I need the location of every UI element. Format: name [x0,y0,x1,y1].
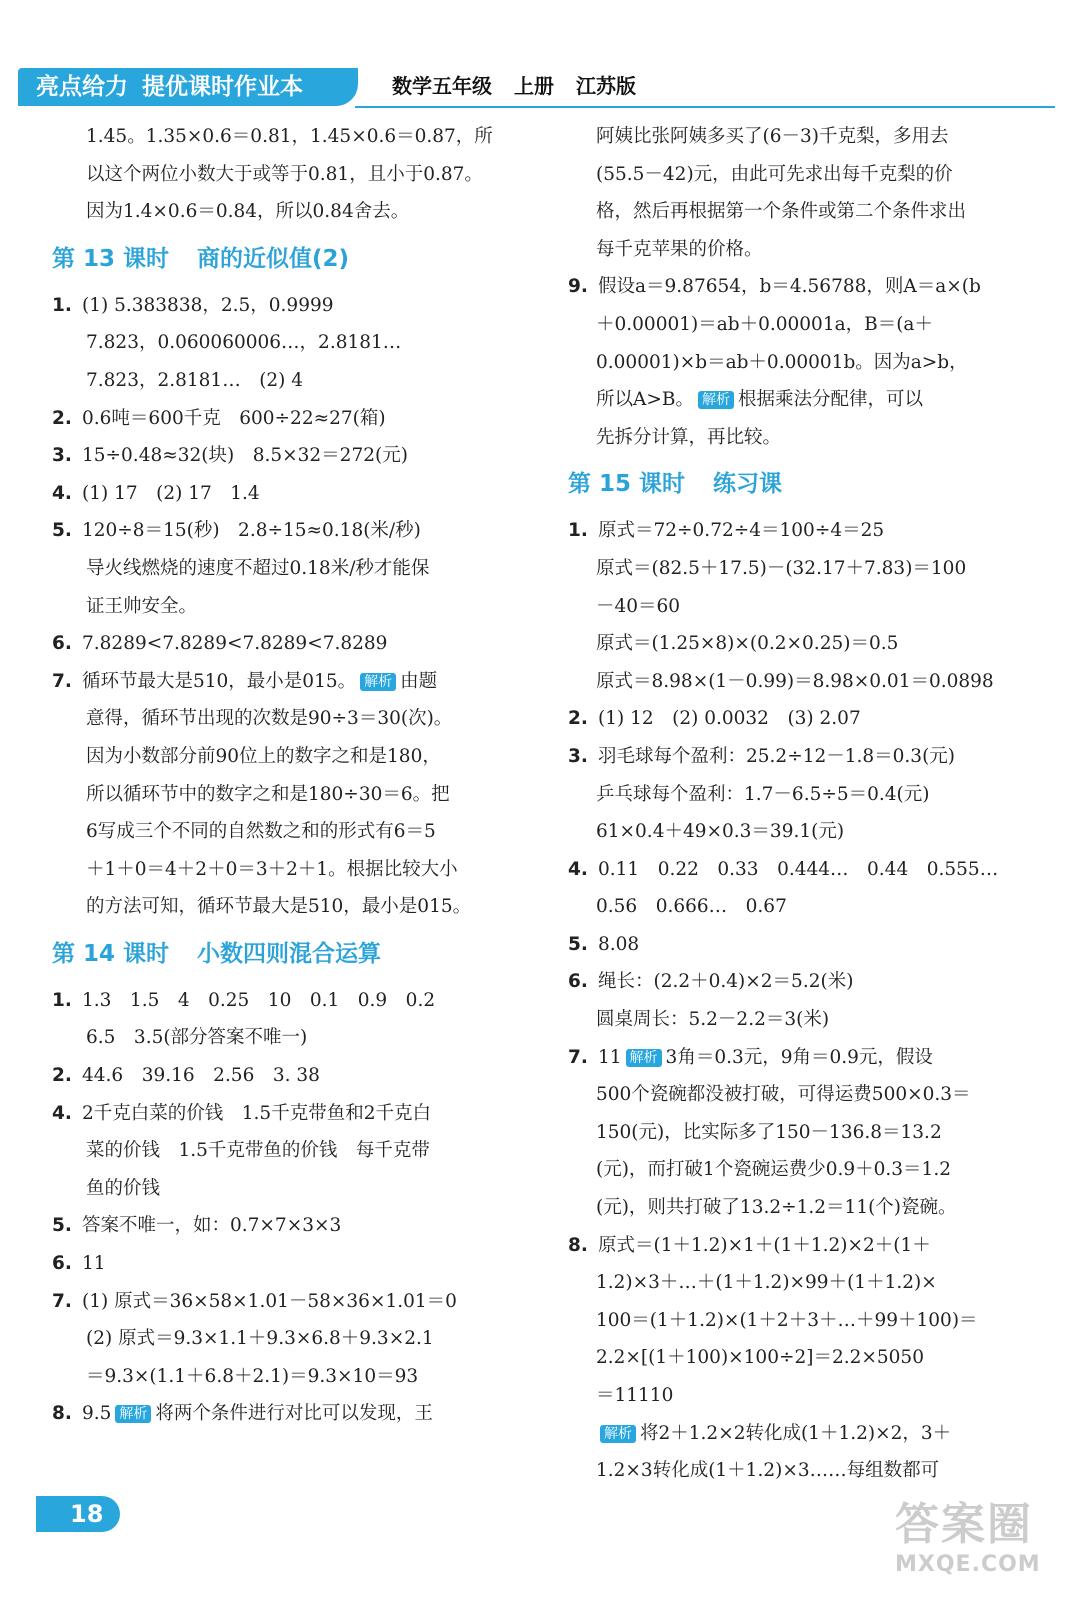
answer-text: 菜的价钱 1.5千克带鱼的价钱 每千克带 [86,1140,430,1162]
answer-line [568,344,1058,382]
lesson-title: 练习课 [713,471,783,498]
page-header [0,68,1090,110]
answer-line [568,156,1058,194]
answer-text: 61×0.4＋49×0.3＝39.1(元) [596,821,845,843]
analysis-tag: 解析 [115,1405,151,1423]
answer-line [52,156,552,194]
answer-text: 原式＝(1.25×8)×(0.2×0.25)＝0.5 [596,633,899,655]
answer-item [52,1283,552,1321]
answer-line [52,1019,552,1057]
answer-line [568,888,1058,926]
answer-text: 7.823，0.060060006…，2.8181… [86,332,402,354]
item-number: 3. [568,745,588,767]
header-rule [355,106,1055,108]
answer-line [568,1415,1058,1453]
answer-line [52,1170,552,1208]
answer-text: 的方法可知，循环节最大是510，最小是015。 [86,896,472,918]
answer-text: 羽毛球每个盈利：25.2÷12－1.8＝0.3(元) [598,745,956,767]
brand-banner [18,68,358,106]
item-number: 5. [52,520,72,542]
answer-text: 1.2)×3＋…＋(1＋1.2)×99＋(1＋1.2)× [596,1272,937,1294]
item-number: 9. [568,276,588,298]
answer-item [52,1245,552,1283]
answer-line [568,381,1058,419]
analysis-text: 将两个条件进行对比可以发现，王 [155,1403,433,1425]
watermark-logo [895,1488,1065,1596]
answer-text: (55.5－42)元，由此可先求出每千克梨的价 [596,163,953,185]
answer-text: 0.00001)×b＝ab＋0.00001b。因为a>b， [596,351,968,373]
answer-text: 6写成三个不同的自然数之和的形式有6＝5 [86,821,436,843]
answer-line [568,306,1058,344]
answer-line [52,324,552,362]
answer-text: ＝11110 [596,1385,674,1406]
answer-text: 1.2×3转化成(1＋1.2)×3……每组数都可 [596,1460,940,1482]
answer-text: 所以A>B。 [596,389,694,411]
answer-line [568,625,1058,663]
answer-item [52,625,552,663]
answer-item [568,700,1058,738]
section-heading [52,231,552,287]
answer-text: 44.6 39.16 2.56 3. 38 [82,1065,320,1087]
analysis-text: 由题 [400,670,438,692]
answer-text: 循环节最大是510，最小是015。 [82,670,357,692]
watermark-bottom: MXQE.COM [895,1552,1041,1577]
answer-text: 意得，循环节出现的次数是90÷3＝30(次)。 [86,708,453,730]
lesson-title: 小数四则混合运算 [197,940,382,967]
answer-line [568,231,1058,269]
answer-text: 导火线燃烧的速度不超过0.18米/秒才能保 [86,557,430,579]
lesson-number: 第 14 课时 [52,940,170,967]
answer-text: (元)，则共打破了13.2÷1.2＝11(个)瓷碗。 [596,1197,957,1219]
answer-item [52,1207,552,1245]
answer-text: 100＝(1＋1.2)×(1＋2＋3＋…＋99＋100)＝ [596,1309,978,1331]
answer-line [568,1001,1058,1039]
answer-line [568,1452,1058,1490]
answer-text: 2千克白菜的价钱 1.5千克带鱼和2千克白 [82,1102,431,1124]
answer-line [568,419,1058,457]
answer-text: 8.08 [598,933,640,955]
answer-text: (1) 原式＝36×58×1.01－58×36×1.01＝0 [82,1290,457,1312]
answer-item [568,1039,1058,1077]
series-name: 提优课时作业本 [142,74,303,100]
subject: 数学五年级 [392,74,492,98]
answer-item [568,738,1058,776]
answer-text: 证王帅安全。 [86,595,198,617]
lesson-number: 第 13 课时 [52,245,170,272]
answer-line [568,1339,1058,1377]
edition: 江苏版 [576,74,636,98]
answer-item [52,982,552,1020]
item-number: 2. [52,1065,72,1087]
item-number: 2. [52,407,72,429]
item-number: 6. [52,633,72,655]
answer-text: 150(元)，比实际多了150－136.8＝13.2 [596,1121,942,1143]
answer-text: (2) 原式＝9.3×1.1＋9.3×6.8＋9.3×2.1 [86,1328,434,1350]
answer-line [568,663,1058,701]
answer-item [568,1227,1058,1265]
answer-text: 7.8289<7.8289<7.8289<7.8289 [82,633,388,655]
item-number: 2. [568,708,588,730]
answer-line [52,1358,552,1396]
answer-text: 所以循环节中的数字之和是180÷30＝6。把 [86,783,450,805]
answer-text: －40＝60 [596,595,681,617]
item-number: 4. [568,858,588,880]
item-number: 8. [52,1403,72,1425]
answer-text: 因为小数部分前90位上的数字之和是180， [86,745,441,767]
item-number: 3. [52,445,72,467]
answer-item [52,1395,552,1433]
answer-text: 原式＝(1＋1.2)×1＋(1＋1.2)×2＋(1＋ [598,1234,931,1256]
analysis-tag: 解析 [600,1425,636,1443]
answer-text: (1) 17 (2) 17 1.4 [82,482,260,504]
brand-name: 亮点给力 [36,74,128,100]
item-number: 1. [52,294,72,316]
answer-item [568,926,1058,964]
answer-text: ＋1＋0＝4＋2＋0＝3＋2＋1。根据比较大小 [86,858,458,880]
answer-line [568,1264,1058,1302]
item-number: 6. [568,971,588,993]
answer-text: 15÷0.48≈32(块) 8.5×32＝272(元) [82,445,408,467]
analysis-text: 将2＋1.2×2转化成(1＋1.2)×2，3＋ [640,1422,952,1444]
answer-text: 以这个两位小数大于或等于0.81，且小于0.87。 [86,163,483,185]
answer-text: 假设a＝9.87654，b＝4.56788，则A＝a×(b [598,276,981,298]
answer-text: 2.2×[(1＋100)×100÷2]＝2.2×5050 [596,1347,924,1369]
item-number: 7. [52,1290,72,1312]
answer-line [52,738,552,776]
answer-text: 1.3 1.5 4 0.25 10 0.1 0.9 0.2 [82,989,436,1011]
answer-text: 11 [82,1253,106,1275]
answer-line [52,193,552,231]
answer-item [568,512,1058,550]
answer-item [568,268,1058,306]
answer-text: 1.45。1.35×0.6＝0.81，1.45×0.6＝0.87，所 [86,126,493,147]
analysis-tag: 解析 [360,673,396,691]
section-heading [568,456,1058,512]
answer-text: 答案不唯一，如：0.7×7×3×3 [82,1215,342,1237]
item-number: 1. [52,989,72,1011]
answer-text: 先拆分计算，再比较。 [596,426,782,448]
answer-text: 绳长：(2.2＋0.4)×2＝5.2(米) [598,971,854,993]
answer-text: 7.823，2.8181… (2) 4 [86,369,304,391]
answer-line [52,118,552,156]
item-number: 7. [568,1046,588,1068]
answer-line [52,362,552,400]
analysis-text: 3角＝0.3元，9角＝0.9元，假设 [665,1046,933,1068]
answer-item [52,1057,552,1095]
item-number: 8. [568,1234,588,1256]
lesson-number: 第 15 课时 [568,471,686,498]
item-number: 4. [52,482,72,504]
item-number: 5. [52,1215,72,1237]
answer-text: 格，然后再根据第一个条件或第二个条件求出 [596,201,967,223]
answer-item [52,400,552,438]
answer-text: 11 [598,1046,622,1068]
answer-item [52,475,552,513]
answer-item [52,287,552,325]
answer-line [52,700,552,738]
analysis-tag: 解析 [626,1049,662,1067]
answer-line [568,1302,1058,1340]
item-number: 4. [52,1102,72,1124]
answer-text: 每千克苹果的价格。 [596,238,763,260]
answer-line [568,1114,1058,1152]
answer-text: 0.56 0.666… 0.67 [596,896,787,918]
answer-line [52,550,552,588]
item-number: 7. [52,670,72,692]
answer-text: ＝9.3×(1.1＋6.8＋2.1)＝9.3×10＝93 [86,1365,419,1387]
answer-text: 鱼的价钱 [86,1177,161,1199]
right-column [568,118,1058,1490]
answer-line [568,1151,1058,1189]
answer-line [568,776,1058,814]
answer-line [52,851,552,889]
answer-line [568,588,1058,626]
answer-text: (1) 5.383838，2.5，0.9999 [82,294,334,316]
answer-text: 6.5 3.5(部分答案不唯一) [86,1027,308,1049]
answer-text: 原式＝72÷0.72÷4＝100÷4＝25 [598,520,885,542]
answer-text: (1) 12 (2) 0.0032 (3) 2.07 [598,708,861,730]
answer-line [568,550,1058,588]
answer-item [568,851,1058,889]
answer-text: 阿姨比张阿姨多买了(6－3)千克梨，多用去 [596,126,949,147]
left-column [52,118,552,1433]
watermark-top: 答案圈 [895,1499,1033,1550]
answer-line [568,1189,1058,1227]
item-number: 6. [52,1253,72,1275]
answer-item [52,1095,552,1133]
answer-line [52,588,552,626]
answer-text: ＋0.00001)＝ab＋0.00001a，B＝(a＋ [596,313,933,335]
answer-text: 120÷8＝15(秒) 2.8÷15≈0.18(米/秒) [82,520,421,542]
answer-line [568,193,1058,231]
volume: 上册 [514,74,554,98]
section-heading [52,926,552,982]
book-title [392,70,658,99]
answer-item [568,963,1058,1001]
answer-line [52,888,552,926]
answer-line [568,1076,1058,1114]
answer-line [568,1377,1058,1415]
lesson-title: 商的近似值(2) [197,245,350,272]
answer-text: 因为1.4×0.6＝0.84，所以0.84舍去。 [86,201,410,223]
answer-line [52,1132,552,1170]
answer-text: 圆桌周长：5.2－2.2＝3(米) [596,1009,830,1031]
answer-line [52,813,552,851]
answer-text: 0.6吨＝600千克 600÷22≈27(箱) [82,407,386,429]
answer-line [568,118,1058,156]
item-number: 5. [568,933,588,955]
answer-text: 原式＝8.98×(1－0.99)＝8.98×0.01＝0.0898 [596,670,994,692]
answer-item [52,663,552,701]
answer-text: 0.11 0.22 0.33 0.444… 0.44 0.555… [598,858,999,880]
answer-line [568,813,1058,851]
page-number: 18 [36,1496,120,1532]
answer-text: 500个瓷碗都没被打破，可得运费500×0.3＝ [596,1084,971,1106]
item-number: 1. [568,520,588,542]
analysis-tag: 解析 [698,391,734,409]
answer-item [52,437,552,475]
analysis-text: 根据乘法分配律，可以 [737,389,923,411]
answer-text: 9.5 [82,1403,112,1425]
answer-line [52,776,552,814]
answer-line [52,1320,552,1358]
answer-item [52,512,552,550]
answer-text: (元)，而打破1个瓷碗运费少0.9＋0.3＝1.2 [596,1159,951,1181]
answer-text: 原式＝(82.5＋17.5)－(32.17＋7.83)＝100 [596,557,967,579]
answer-text: 乒乓球每个盈利：1.7－6.5÷5＝0.4(元) [596,783,930,805]
